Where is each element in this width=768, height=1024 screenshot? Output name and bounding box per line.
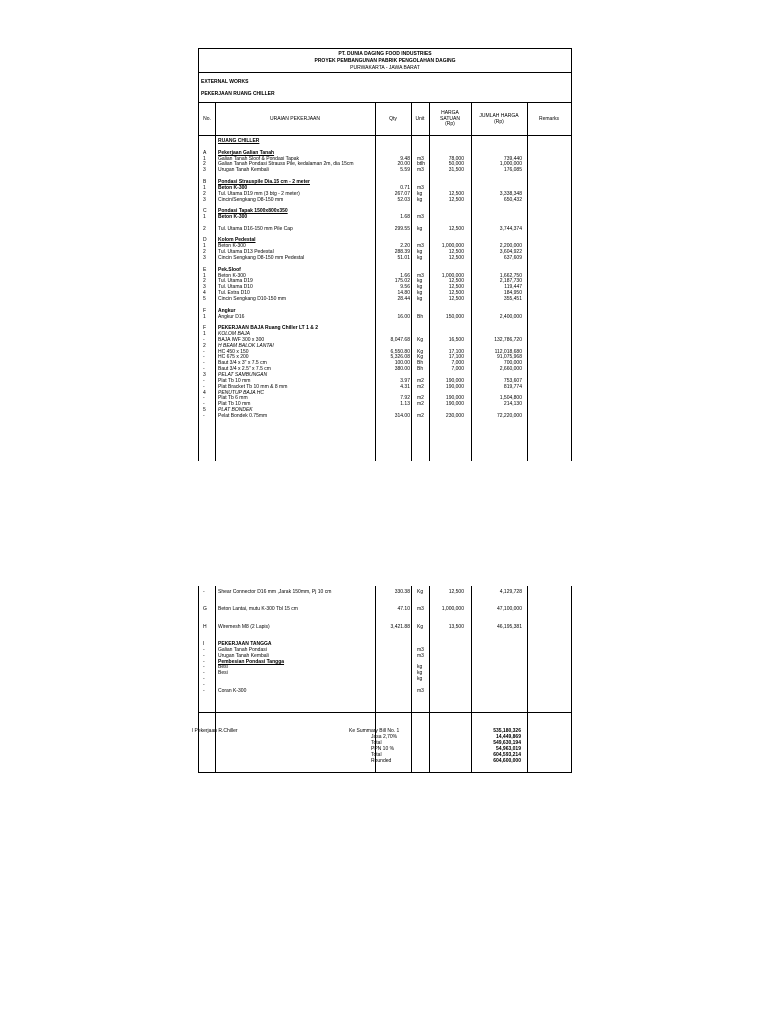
table-row [199,631,571,637]
summary-labels [349,728,399,764]
table-row [199,414,571,420]
summary-label: Total [371,752,382,758]
row-total: 47,100,000 [496,606,522,613]
row-unit: kg [417,255,423,261]
row-no: - [203,670,205,677]
row-description: RUANG CHILLER [218,138,260,144]
table-row [199,209,571,215]
row-unit: m2 [417,412,424,419]
project-location: PURWAKARTA - JAWA BARAT [350,65,420,71]
row-total: 176,085 [503,167,522,174]
row-total: 3,744,374 [499,225,522,232]
row-unit: kg [417,284,423,291]
row-total: 112,018,680 [494,348,522,355]
row-no: F [203,325,207,332]
row-description: Tul. Utama D10 [218,284,253,291]
row-unit: m2 [417,401,424,408]
boq-sheet-page-1 [198,48,572,461]
row-no: 3 [203,196,206,203]
row-no: - [203,652,205,659]
row-description: Pekerjaan Galian Tanah [218,149,275,156]
row-no: 4 [203,389,206,396]
row-no: C [203,208,207,215]
row-unit: Bh [417,366,424,373]
row-total: 3,338,348 [499,190,522,197]
row-total: 119,447 [504,284,522,291]
row-no: 2 [203,249,206,256]
row-qty: 7.92 [400,395,410,402]
summary-label: Jasa 2,70% [371,734,398,740]
row-unit-price: 1,000,000 [441,272,464,279]
row-total: 355,451 [503,295,522,302]
section-title: EXTERNAL WORKS [201,79,249,85]
row-description: Galian Tanah Pondasi [218,647,267,653]
row-total: 214,130 [503,401,522,408]
row-no: 3 [203,167,206,174]
row-qty: 6,550.80 [390,348,410,355]
row-description: Tul. Utama D16-150 mm Pile Cap [218,225,293,232]
summary-value: 535,180,326 [493,728,521,734]
row-no: 4 [203,290,206,297]
row-unit: m3 [417,272,424,279]
row-unit-price: 16,500 [448,336,464,343]
row-unit: kg [417,295,423,302]
row-qty: 175.02 [394,278,410,285]
row-total: 637,609 [503,255,522,261]
row-qty: 20.00 [397,161,410,168]
row-qty: 314.00 [394,412,410,419]
table-row [199,402,571,408]
row-no: - [203,395,205,402]
table-row [199,297,571,303]
row-qty: 28.44 [397,295,410,302]
row-unit: m3 [417,155,424,162]
table-row [199,180,571,186]
table-row [199,683,571,689]
col-header-desc: URAIAN PEKERJAAN [269,116,320,122]
row-qty: 1.13 [400,401,410,408]
row-description: Tul. Extra D10 [218,290,250,297]
row-unit: Kg [417,589,424,595]
row-no: - [203,658,205,665]
summary-label: Ke Summary Bill No. 1 [349,728,400,734]
row-total: 2,660,000 [499,366,522,373]
row-no: 3 [203,284,206,291]
row-qty: 5.59 [400,167,410,174]
row-unit: m3 [417,184,424,191]
row-description: Beton K-300 [218,243,246,250]
row-no: 2 [203,278,206,285]
row-unit: kg [417,664,423,671]
subsection-title: PEKERJAAN RUANG CHILLER [201,91,275,97]
table-row [199,590,571,596]
row-unit: kg [417,290,423,297]
row-description: Beton Lantai, mutu K-300 Tbl 15 cm [218,606,298,613]
table-row [199,227,571,233]
row-unit-price: 17,100 [448,354,464,361]
table-row [199,689,571,695]
row-no: G [203,606,207,613]
row-description: Tul. Utama D13 Pedestal [218,249,274,256]
row-unit-price: 12,500 [448,196,464,203]
row-unit: Kg [417,623,424,630]
row-unit-price: 150,000 [445,313,464,320]
row-description: Cincin Sengkang D8-150 mm Pedestal [218,255,305,261]
row-total: 1,000,000 [499,161,522,168]
table-row [199,139,571,145]
row-description: HC 450 x 150 [218,348,249,355]
table-row [199,596,571,602]
row-no: D [203,237,207,244]
row-total: 72,220,000 [496,412,522,419]
row-qty: 2.20 [400,243,410,250]
divider [199,72,571,73]
row-no: 3 [203,372,206,378]
summary-label: Rounded [371,758,392,764]
row-unit: Kg [417,354,424,361]
row-no: - [203,360,205,367]
row-qty: 1.66 [400,272,410,279]
row-unit: kg [417,676,423,682]
row-qty: 51.01 [397,255,410,261]
row-qty: 47.10 [397,606,410,613]
row-unit: kg [417,249,423,256]
row-no: - [203,366,205,373]
row-unit-price: 31,500 [448,167,464,174]
row-total: 1,504,800 [499,395,522,402]
row-description: KOLOM BAJA [218,331,250,338]
summary-value: 604,593,214 [493,752,521,758]
row-total: 4,129,728 [499,589,522,595]
table-row [199,326,571,332]
row-no: - [203,348,205,355]
row-description: PENUTUP BAJA HC [218,389,265,396]
table-row [199,613,571,619]
row-unit-price: 12,500 [448,255,464,261]
table-row [199,677,571,683]
row-unit: m3 [417,243,424,250]
row-qty: 8,047.68 [390,336,410,343]
row-no: 2 [203,225,206,232]
table-row [199,198,571,204]
row-unit: m3 [417,606,424,613]
row-total: 819,774 [503,383,522,390]
row-description: Plat Tb 10 mm [218,377,251,384]
row-unit-price: 12,500 [448,190,464,197]
row-description: Kolom Pedestal [218,237,256,244]
row-unit: kg [417,670,423,677]
row-qty: 0.71 [400,184,410,191]
row-total: 1,662,750 [499,272,522,279]
row-qty: 52.03 [397,196,410,203]
row-total: 700,000 [503,360,522,367]
row-description: Wiremesh M8 (2 Lapis) [218,623,270,630]
row-total: 46,195,381 [496,623,522,630]
row-no: - [203,377,205,384]
row-description: Pondasi Tapak 1500x800x350 [218,208,288,215]
row-unit: Bh [417,313,424,320]
row-qty: 5,326.08 [390,354,410,361]
table-row [199,256,571,262]
summary-label: Total [371,740,382,746]
summary-values [469,728,521,764]
row-no: - [203,647,205,653]
divider [199,135,571,136]
row-description: PEKERJAAN TANGGA [218,641,272,648]
row-total: 650,432 [503,196,522,203]
row-description: BAJA IWF 300 x 300 [218,336,265,343]
row-unit-price: 12,500 [448,589,464,595]
row-description: H BEAM BALOK LANTAI [218,342,274,349]
row-unit-price: 17,100 [448,348,464,355]
row-total: 91,075,968 [496,354,522,361]
row-unit-price: 13,500 [448,623,464,630]
row-description: Pelat Bondek 0.75mm [218,412,268,419]
project-name: PROYEK PEMBANGUNAN PABRIK PENGOLAHAN DAGING [314,58,456,64]
row-no: 2 [203,342,206,349]
row-qty: 3.97 [400,377,410,384]
row-no: - [203,681,205,688]
row-qty: 288.39 [394,249,410,256]
summary-value: 604,600,000 [493,758,521,764]
row-no: 1 [203,155,206,162]
row-unit: Bh [417,360,424,367]
row-no: 5 [203,295,206,302]
row-description: Beton K-300 [218,272,246,279]
row-unit-price: 190,000 [445,401,464,408]
row-description: Pondasi Strauspile Dia.15 cm - 2 meter [218,178,310,185]
row-description: Angkur [218,307,236,314]
row-no: 5 [203,407,206,414]
table-row [199,660,571,666]
row-unit: m3 [417,167,424,174]
row-description: Baut 3/4 x 3" x 7.5 cm [218,360,267,367]
row-no: 1 [203,313,206,320]
row-qty: 1.68 [400,214,410,221]
col-header-price: HARGA SATUAN (Rp) [440,110,460,128]
row-unit-price: 50,000 [448,161,464,168]
row-total: 3,604,922 [499,249,522,256]
row-no: - [203,383,205,390]
row-unit-price: 1,000,000 [441,243,464,250]
row-unit: m2 [417,395,424,402]
row-unit-price: 1,000,000 [441,606,464,613]
row-unit: m2 [417,383,424,390]
row-unit-price: 12,500 [448,290,464,297]
row-description: Tul. Utama D19 mm (3 btg - 2 meter) [218,190,300,197]
row-description: Pek.Sloof [218,266,241,273]
row-no: B [203,178,207,185]
row-unit: m2 [417,377,424,384]
table-row [199,215,571,221]
table-row [199,168,571,174]
row-description: Coran K-300 [218,687,247,694]
summary-label: PPN 10 % [371,746,395,752]
table-row [199,607,571,613]
row-total: 2,200,000 [499,243,522,250]
row-unit-price: 7,000 [451,360,464,367]
row-description: Galian Tanah Sloof & Pondasi Tapak [218,155,299,162]
row-unit-price: 190,000 [445,383,464,390]
boq-sheet-page-2 [198,586,572,773]
table-row [199,303,571,309]
row-qty: 16.00 [397,313,410,320]
row-unit: m3 [417,647,424,653]
row-description: Cincin Sengkang D10-150 mm [218,295,287,302]
col-header-total: JUMLAH HARGA (Rp) [479,113,519,125]
row-no: 2 [203,190,206,197]
row-no: 1 [203,184,206,191]
row-total: 2,400,000 [499,313,522,320]
row-total: 2,187,730 [499,278,522,285]
row-no: 1 [203,243,206,250]
row-unit-price: 78,000 [448,155,464,162]
company-name: PT. DUNIA DAGING FOOD INDUSTRIES [338,51,432,57]
row-description: HC 675 x 200 [218,354,249,361]
row-description: Baut 3/4 x 2.5" x 7.5 cm [218,366,271,373]
row-no: - [203,676,205,682]
row-no: 3 [203,255,206,261]
row-unit: kg [417,225,423,232]
table-row [199,671,571,677]
row-description: Beton K-300 [218,184,248,191]
row-no: 1 [203,214,206,221]
row-qty: 4.31 [400,383,410,390]
row-no: F [203,307,207,314]
row-description: Angkur D16 [218,313,245,320]
row-qty: 9.56 [400,284,410,291]
row-no: 1 [203,272,206,279]
row-unit-price: 12,500 [448,225,464,232]
row-unit-price: 12,500 [448,249,464,256]
divider [199,102,571,103]
row-description: Tul. Utama D19 [218,278,253,285]
row-unit: m3 [417,652,424,659]
row-description: Galian Tanah Pondasi Strauss Pile, kedalaman 2m, dia 15cm [218,161,354,168]
row-unit: btlh [417,161,426,168]
row-no: H [203,623,207,630]
row-no: I [203,641,205,648]
row-description: Besi [218,670,228,677]
divider [199,712,571,713]
row-unit: kg [417,278,423,285]
row-unit-price: 12,500 [448,278,464,285]
row-qty: 9.48 [400,155,410,162]
row-total: 753,607 [503,377,522,384]
row-unit-price: 7,000 [451,366,464,373]
row-qty: 330.38 [394,589,410,595]
row-qty: 380.00 [394,366,410,373]
row-description: Besi [218,664,228,671]
row-description: PEKERJAAN BAJA Ruang Chiller LT 1 & 2 [218,325,319,332]
row-no: - [203,354,205,361]
row-description: Plat Tb 6 mm [218,395,248,402]
row-description: Beton K-300 [218,214,248,221]
row-unit: m3 [417,214,424,221]
row-total: 132,786,720 [494,336,522,343]
row-unit-price: 12,500 [448,284,464,291]
row-qty: 14.80 [397,290,410,297]
row-unit-price: 190,000 [445,377,464,384]
row-description: Shear Connector D16 mm ,Jarak 150mm, Pj 10 cm [218,589,332,595]
row-description: Urugan Tanah Kembali [218,167,269,174]
row-no: - [203,412,205,419]
row-description: Urugan Tanah Kembali [218,652,269,659]
row-description: Cincin/Sengkang D8-150 mm [218,196,284,203]
table-row [199,625,571,631]
table-row [199,315,571,321]
row-qty: 299.55 [394,225,410,232]
row-unit: kg [417,190,423,197]
row-description: Pembesian Pondasi Tangga [218,658,285,665]
row-qty: 100.00 [394,360,410,367]
col-header-remarks: Remarks [538,116,559,122]
row-no: - [203,336,205,343]
col-header-qty: Qty [389,116,397,122]
row-unit: m3 [417,687,424,694]
summary-left-label: l Pekerjaan R.Chiller [192,728,238,734]
table-row [199,262,571,268]
row-description: Plat Bracket Tb 10 mm & 8 mm [218,383,288,390]
row-total: 739,440 [503,155,522,162]
table-row [199,665,571,671]
row-unit-price: 230,000 [445,412,464,419]
summary-value: 54,963,019 [495,746,521,752]
summary-value: 549,630,194 [493,740,521,746]
row-no: E [203,266,207,273]
row-no: - [203,664,205,671]
row-unit-price: 12,500 [448,295,464,302]
row-total: 184,950 [503,290,522,297]
row-no: 1 [203,331,206,338]
row-qty: 3,421.88 [390,623,410,630]
row-no: - [203,401,205,408]
row-unit-price: 190,000 [445,395,464,402]
row-description: PLAT BONDEK [218,407,253,414]
row-no: - [203,589,205,595]
row-description: PELAT SAMBUNGAN [218,372,268,378]
summary-value: 14,449,869 [495,734,521,740]
row-no: A [203,149,207,156]
row-description: Plat Tb 10 mm [218,401,251,408]
row-unit: kg [417,196,423,203]
col-header-no: No. [203,116,211,122]
row-unit: Kg [417,336,424,343]
col-header-unit: Unit [415,116,425,122]
row-no: 2 [203,161,206,168]
row-unit: Kg [417,348,424,355]
row-qty: 267.07 [394,190,410,197]
row-no: - [203,687,205,694]
